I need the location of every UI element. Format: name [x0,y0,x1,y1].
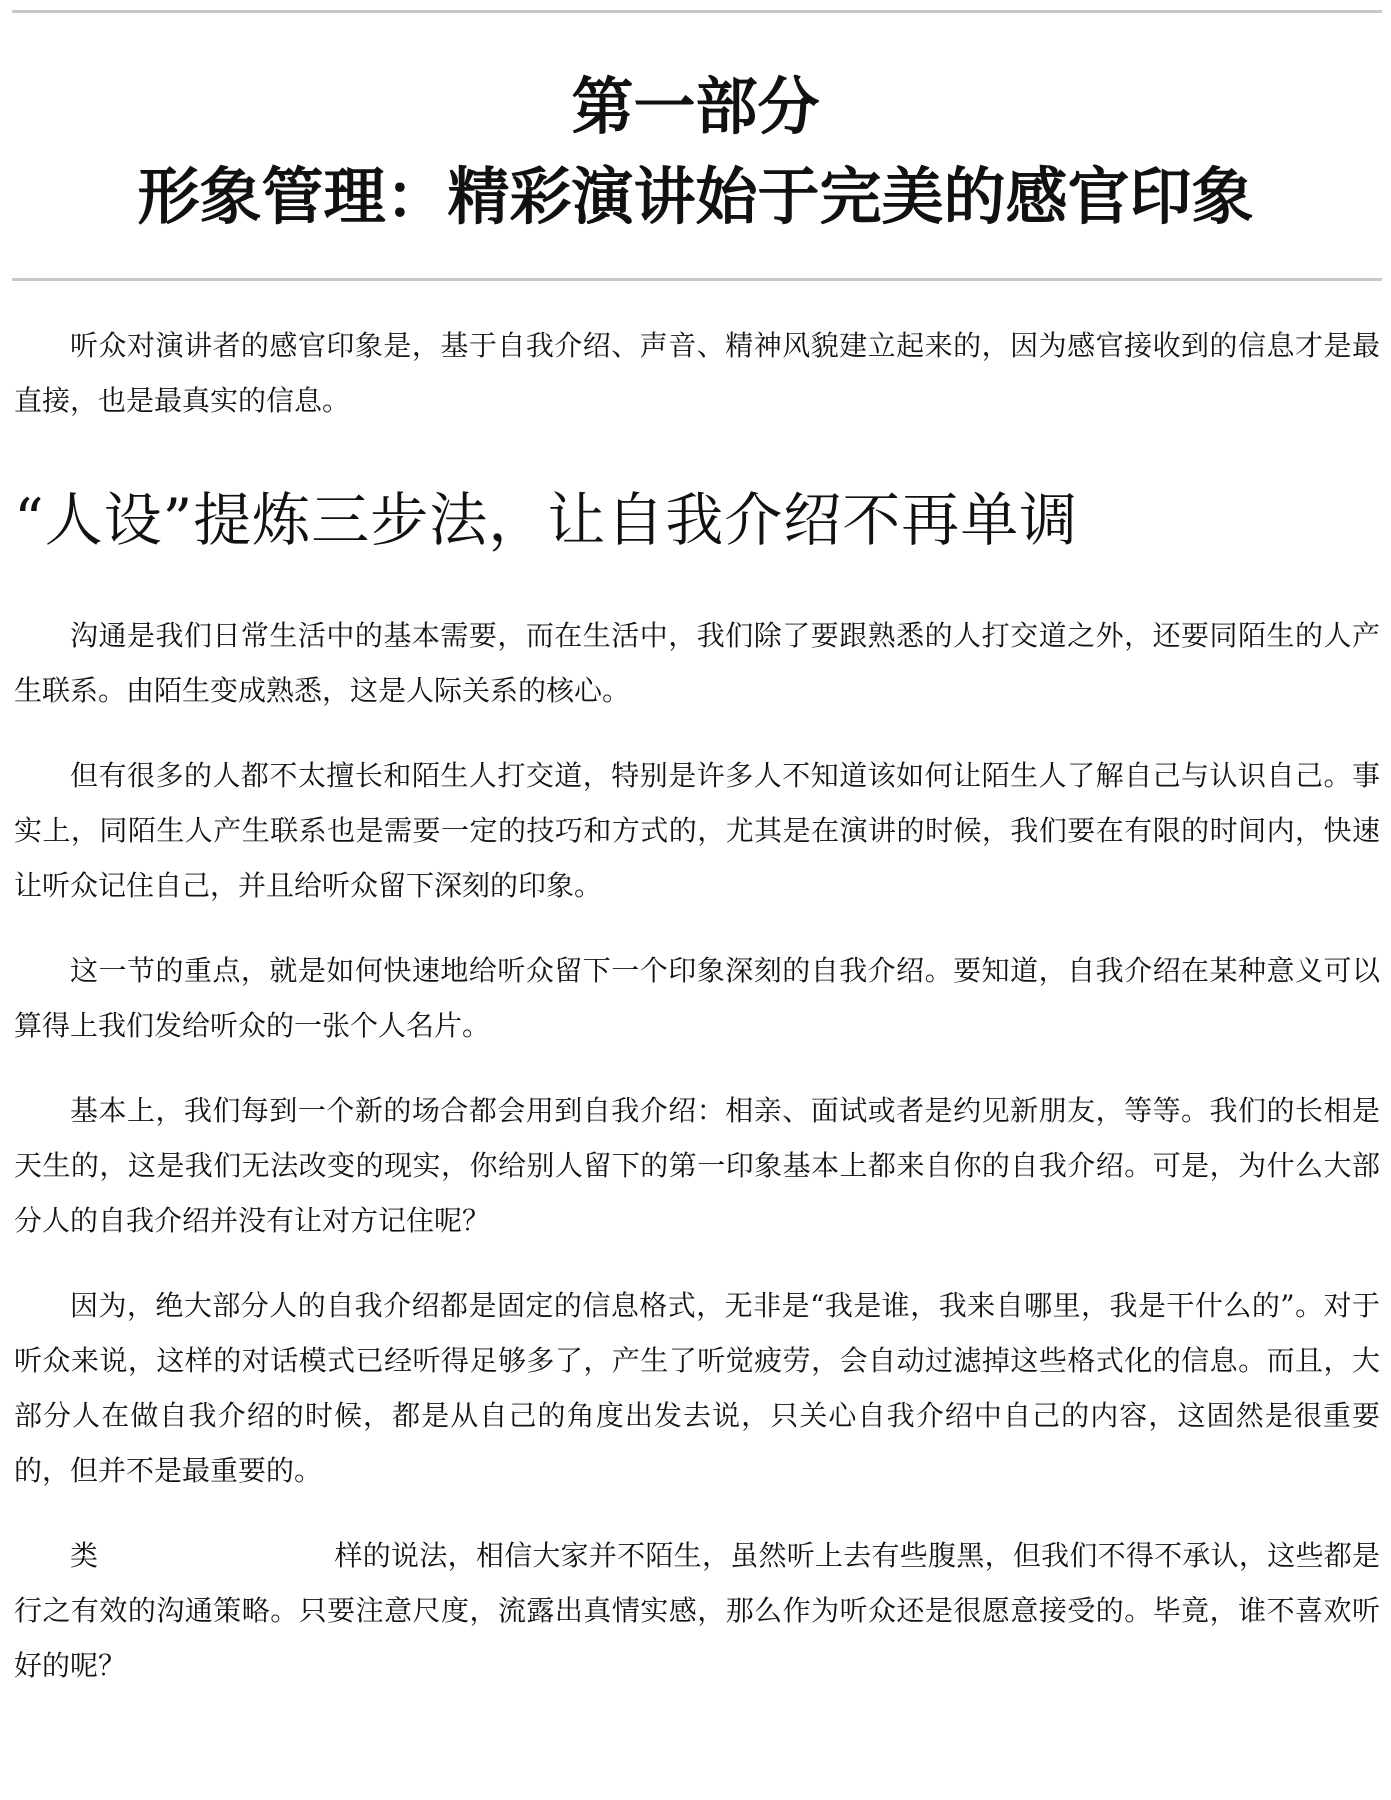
intro-paragraph: 听众对演讲者的感官印象是，基于自我介绍、声音、精神风貌建立起来的，因为感官接收到的信息才是最直接，也是最真实的信息。 [14,329,1380,417]
body-paragraph-3: 这一节的重点，就是如何快速地给听众留下一个印象深刻的自我介绍。要知道，自我介绍在某种意义可以算得上我们发给听众的一张个人名片。 [14,954,1380,1042]
top-divider [12,10,1382,13]
body-paragraph-5: 因为，绝大部分人的自我介绍都是固定的信息格式，无非是“我是谁，我来自哪里，我是干什么的”。对于听众来说，这样的对话模式已经听得足够多了，产生了听觉疲劳，会自动过滤掉这些格式化的信息。而且，大部分人在做自我介绍的时候，都是从自己的角度出发去说，只关心自我介绍中自己的内容，这固然是很重要的，但并不是最重要的。 [14,1289,1380,1487]
body-paragraph-4: 基本上，我们每到一个新的场合都会用到自我介绍：相亲、面试或者是约见新朋友，等等。我们的长相是天生的，这是我们无法改变的现实，你给别人留下的第一印象基本上都来自你的自我介绍。可是，为什么大部分人的自我介绍并没有让对方记住呢？ [14,1094,1380,1237]
part-label: 第一部分 [571,70,820,143]
paragraph-first-char: 类 [70,1539,99,1572]
body-paragraph-2: 但有很多的人都不太擅长和陌生人打交道，特别是许多人不知道该如何让陌生人了解自己与认识自己。事实上，同陌生人产生联系也是需要一定的技巧和方式的，尤其是在演讲的时候，我们要在有限的时间内，快速让听众记住自己，并且给听众留下深刻的印象。 [14,759,1380,902]
body-paragraph-1: 沟通是我们日常生活中的基本需要，而在生活中，我们除了要跟熟悉的人打交道之外，还要同陌生的人产生联系。由陌生变成熟悉，这是人际关系的核心。 [14,619,1380,707]
body-paragraph-6 [14,1528,1380,1693]
paragraph-rest: 样的说法，相信大家并不陌生，虽然听上去有些腹黑，但我们不得不承认，这些都是行之有效的沟通策略。只要注意尺度，流露出真情实感，那么作为听众还是很愿意接受的。毕竟，谁不喜欢听好的呢？ [14,1539,1380,1682]
section-heading: “人设”提炼三步法，让自我介绍不再单调 [14,486,1079,554]
title-divider [12,278,1382,281]
page-body [14,318,1380,1693]
chapter-title-block [0,62,1391,242]
chapter-title: 形象管理：精彩演讲始于完美的感官印象 [137,160,1254,233]
